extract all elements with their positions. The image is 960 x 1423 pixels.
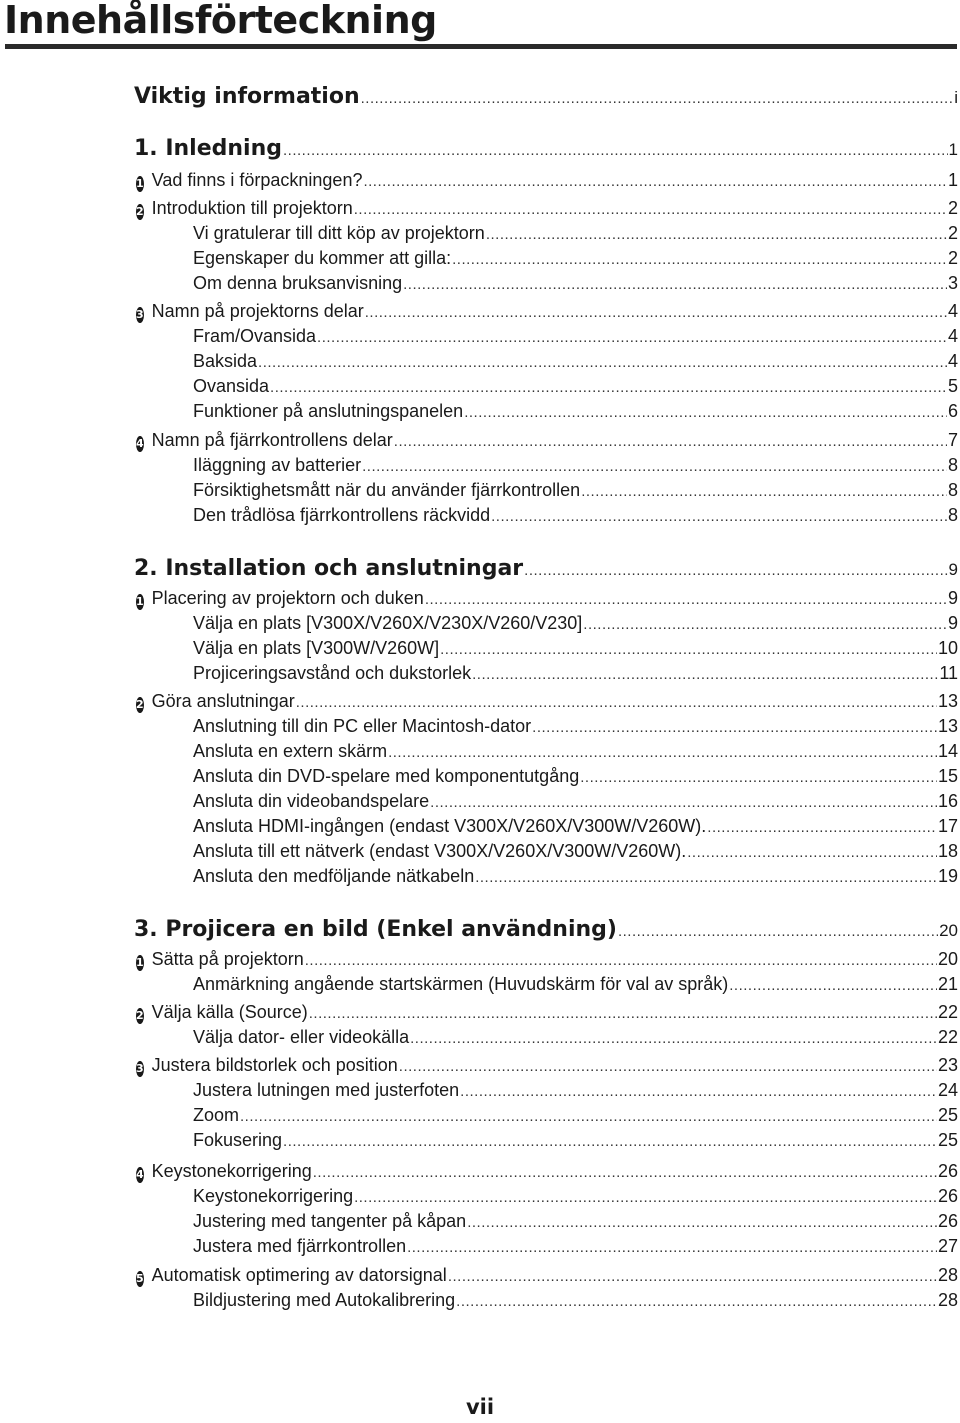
toc-page-number: 4 — [947, 351, 958, 371]
toc-label: Automatisk optimering av datorsignal — [151, 1265, 447, 1285]
dot-leader — [258, 354, 947, 371]
toc-page-number: 4 — [947, 301, 958, 321]
dot-leader — [460, 1083, 937, 1100]
section-number-badge: 3 — [136, 1062, 144, 1075]
dot-leader — [354, 1189, 937, 1206]
dot-leader — [283, 142, 948, 159]
toc-label: Justera lutningen med justerfoten — [193, 1080, 460, 1100]
toc-section[interactable] — [136, 1161, 958, 1182]
toc-subsection[interactable] — [193, 455, 958, 476]
toc-page-number: 13 — [937, 691, 958, 711]
toc-page-number: 7 — [947, 430, 958, 450]
toc-subsection[interactable] — [193, 1186, 958, 1207]
toc-page-number: 18 — [937, 841, 958, 861]
toc-label: Vi gratulerar till ditt köp av projektorn — [193, 223, 485, 243]
toc-subsection[interactable] — [193, 1130, 958, 1151]
toc-page-number: 4 — [947, 326, 958, 346]
toc-subsection[interactable] — [193, 1027, 958, 1048]
toc-section[interactable] — [136, 588, 958, 609]
toc-page-number: 9 — [948, 560, 958, 579]
toc-label: Vad finns i förpackningen? — [151, 170, 363, 190]
dot-leader — [452, 251, 947, 268]
toc-subsection[interactable] — [193, 401, 958, 422]
dot-leader — [296, 694, 937, 711]
toc-page-number: 26 — [937, 1186, 958, 1206]
toc-section[interactable] — [136, 430, 958, 451]
toc-subsection[interactable] — [193, 663, 958, 684]
dot-leader — [407, 1239, 937, 1256]
toc-page-number: 25 — [937, 1105, 958, 1125]
toc-page-number: 28 — [937, 1265, 958, 1285]
toc-label: 1. Inledning — [134, 136, 282, 161]
toc-subsection[interactable] — [193, 351, 958, 372]
toc-subsection[interactable] — [193, 841, 958, 862]
dot-leader — [361, 90, 954, 107]
dot-leader — [394, 433, 947, 450]
toc-page-number: 23 — [937, 1055, 958, 1075]
dot-leader — [430, 794, 937, 811]
toc-subsection[interactable] — [193, 376, 958, 397]
toc-subsection[interactable] — [193, 326, 958, 347]
toc-label: Zoom — [193, 1105, 240, 1125]
toc-subsection[interactable] — [193, 505, 958, 526]
toc-page-number: 26 — [937, 1161, 958, 1181]
toc-label: Funktioner på anslutningspanelen — [193, 401, 464, 421]
dot-leader — [456, 1293, 937, 1310]
dot-leader — [618, 923, 938, 940]
dot-leader — [354, 201, 947, 218]
dot-leader — [399, 1058, 937, 1075]
dot-leader — [365, 304, 947, 321]
toc-label: Ansluta till ett nätverk (endast V300X/V260X/V300W/V260W). — [193, 841, 687, 861]
toc-label: Placering av projektorn och duken — [151, 588, 424, 608]
toc-label: Justera bildstorlek och position — [151, 1055, 398, 1075]
toc-label: Fram/Ovansida — [193, 326, 317, 346]
toc-label: Försiktighetsmått när du använder fjärrkontrollen — [193, 480, 581, 500]
toc-label: Justera med fjärrkontrollen — [193, 1236, 407, 1256]
toc-subsection[interactable] — [193, 1290, 958, 1311]
toc-label: Om denna bruksanvisning — [193, 273, 403, 293]
toc-label: Välja en plats [V300X/V260X/V230X/V260/V230] — [193, 613, 583, 633]
toc-subsection[interactable] — [193, 791, 958, 812]
toc-label: Ansluta den medföljande nätkabeln — [193, 866, 475, 886]
toc-page-number: 25 — [937, 1130, 958, 1150]
toc-page-number: i — [954, 88, 958, 107]
dot-leader — [467, 1214, 937, 1231]
toc-section[interactable] — [136, 1265, 958, 1286]
toc-label: Anmärkning angående startskärmen (Huvudskärm för val av språk) — [193, 974, 729, 994]
toc-subsection[interactable] — [193, 1211, 958, 1232]
dot-leader — [707, 819, 937, 836]
toc-page-number: 6 — [947, 401, 958, 421]
dot-leader — [403, 276, 947, 293]
dot-leader — [532, 719, 937, 736]
dot-leader — [440, 641, 937, 658]
toc-subsection[interactable] — [193, 974, 958, 995]
toc-label: Baksida — [193, 351, 258, 371]
toc-subsection[interactable] — [193, 273, 958, 294]
toc-page-number: 13 — [937, 716, 958, 736]
title-rule — [5, 44, 957, 49]
toc-section[interactable] — [136, 949, 958, 970]
toc-page-number: 3 — [947, 273, 958, 293]
toc-label: Bildjustering med Autokalibrering — [193, 1290, 456, 1310]
dot-leader — [363, 173, 947, 190]
toc-subsection[interactable] — [193, 1105, 958, 1126]
dot-leader — [687, 844, 937, 861]
toc-section[interactable] — [136, 691, 958, 712]
dot-leader — [464, 404, 947, 421]
toc-label: Egenskaper du kommer att gilla: — [193, 248, 452, 268]
toc-subsection[interactable] — [193, 223, 958, 244]
toc-label: Den trådlösa fjärrkontrollens räckvidd — [193, 505, 491, 525]
toc-page-number: 14 — [937, 741, 958, 761]
dot-leader — [729, 977, 937, 994]
toc-label: Ansluta din DVD-spelare med komponentutgång — [193, 766, 580, 786]
toc-page-number: 15 — [937, 766, 958, 786]
toc-page-number: 17 — [937, 816, 958, 836]
section-number-badge: 1 — [136, 177, 144, 190]
dot-leader — [580, 769, 937, 786]
toc-label: Projiceringsavstånd och dukstorlek — [193, 663, 472, 683]
toc-page-number: 8 — [947, 455, 958, 475]
toc-section[interactable] — [136, 301, 958, 322]
toc-page-number: 8 — [947, 505, 958, 525]
toc-subsection[interactable] — [193, 741, 958, 762]
toc-label: Välja en plats [V300W/V260W] — [193, 638, 440, 658]
toc-subsection[interactable] — [193, 638, 958, 659]
toc-label: 2. Installation och anslutningar — [134, 556, 524, 581]
toc-label: Göra anslutningar — [151, 691, 295, 711]
dot-leader — [270, 379, 947, 396]
page-number: vii — [465, 1395, 495, 1419]
toc-subsection[interactable] — [193, 866, 958, 887]
toc-label: Anslutning till din PC eller Macintosh-dator — [193, 716, 532, 736]
toc-subsection[interactable] — [193, 480, 958, 501]
toc-section[interactable] — [136, 1055, 958, 1076]
section-number-badge: 2 — [136, 205, 144, 218]
dot-leader — [283, 1133, 937, 1150]
section-number-badge: 5 — [136, 1272, 144, 1285]
toc-label: Namn på fjärrkontrollens delar — [151, 430, 393, 450]
dot-leader — [410, 1030, 937, 1047]
page-title: Innehållsförteckning — [4, 0, 437, 42]
dot-leader — [313, 1164, 937, 1181]
toc-subsection[interactable] — [193, 766, 958, 787]
toc-subsection[interactable] — [193, 816, 958, 837]
toc-subsection[interactable] — [193, 613, 958, 634]
toc-label: Keystonekorrigering — [151, 1161, 312, 1181]
toc-subsection[interactable] — [193, 1236, 958, 1257]
toc-page-number: 16 — [937, 791, 958, 811]
toc-page-number: 9 — [947, 588, 958, 608]
dot-leader — [472, 666, 938, 683]
toc-page-number: 20 — [937, 949, 958, 969]
toc-label: Ansluta en extern skärm — [193, 741, 388, 761]
dot-leader — [317, 329, 947, 346]
toc-page-number: 27 — [937, 1236, 958, 1256]
toc-chapter[interactable] — [134, 917, 958, 942]
section-number-badge: 4 — [136, 1168, 144, 1181]
toc-page-number: 9 — [947, 613, 958, 633]
section-number-badge: 4 — [136, 437, 144, 450]
toc-subsection[interactable] — [193, 248, 958, 269]
toc-label: Namn på projektorns delar — [151, 301, 364, 321]
toc-page-number: 21 — [937, 974, 958, 994]
toc-page-number: 20 — [939, 921, 958, 940]
dot-leader — [305, 952, 937, 969]
toc-chapter[interactable] — [134, 84, 958, 109]
dot-leader — [486, 226, 947, 243]
toc-page-number: 11 — [939, 663, 958, 683]
toc-page-number: 5 — [947, 376, 958, 396]
toc-label: Sätta på projektorn — [151, 949, 304, 969]
toc-chapter[interactable] — [134, 556, 958, 581]
toc-page-number: 19 — [937, 866, 958, 886]
toc-section[interactable] — [136, 1002, 958, 1023]
toc-page-number: 28 — [937, 1290, 958, 1310]
dot-leader — [524, 562, 947, 579]
toc-page-number: 2 — [947, 223, 958, 243]
dot-leader — [491, 508, 947, 525]
dot-leader — [362, 458, 947, 475]
toc-page-number: 10 — [937, 638, 958, 658]
toc-label: Iläggning av batterier — [193, 455, 362, 475]
dot-leader — [448, 1268, 937, 1285]
toc-page-number: 22 — [937, 1002, 958, 1022]
toc-page-number: 2 — [947, 248, 958, 268]
dot-leader — [583, 616, 947, 633]
section-number-badge: 2 — [136, 698, 144, 711]
toc-label: Ansluta HDMI-ingången (endast V300X/V260X/V300W/V260W). — [193, 816, 707, 836]
toc-label: Välja dator- eller videokälla — [193, 1027, 410, 1047]
dot-leader — [240, 1108, 937, 1125]
toc-label: Justering med tangenter på kåpan — [193, 1211, 467, 1231]
section-number-badge: 1 — [136, 956, 144, 969]
toc-label: Ansluta din videobandspelare — [193, 791, 430, 811]
toc-label: Fokusering — [193, 1130, 283, 1150]
toc-label: 3. Projicera en bild (Enkel användning) — [134, 917, 617, 942]
toc-label: Välja källa (Source) — [151, 1002, 308, 1022]
toc-label: Introduktion till projektorn — [151, 198, 353, 218]
toc-page-number: 24 — [937, 1080, 958, 1100]
section-number-badge: 3 — [136, 308, 144, 321]
toc-page-number: 8 — [947, 480, 958, 500]
toc-subsection[interactable] — [193, 716, 958, 737]
toc-label: Ovansida — [193, 376, 270, 396]
dot-leader — [388, 744, 937, 761]
toc-section[interactable] — [136, 198, 958, 219]
dot-leader — [425, 591, 947, 608]
toc-page-number: 22 — [937, 1027, 958, 1047]
toc-label: Keystonekorrigering — [193, 1186, 354, 1206]
toc-subsection[interactable] — [193, 1080, 958, 1101]
toc-page-number: 1 — [947, 170, 958, 190]
toc-page-number: 26 — [937, 1211, 958, 1231]
toc-page-number: 2 — [947, 198, 958, 218]
section-number-badge: 1 — [136, 595, 144, 608]
toc-section[interactable] — [136, 170, 958, 191]
toc-label: Viktig information — [134, 84, 360, 109]
dot-leader — [309, 1005, 937, 1022]
dot-leader — [581, 483, 947, 500]
section-number-badge: 2 — [136, 1009, 144, 1022]
toc-page-number: 1 — [948, 140, 958, 159]
dot-leader — [475, 869, 937, 886]
toc-chapter[interactable] — [134, 136, 958, 161]
